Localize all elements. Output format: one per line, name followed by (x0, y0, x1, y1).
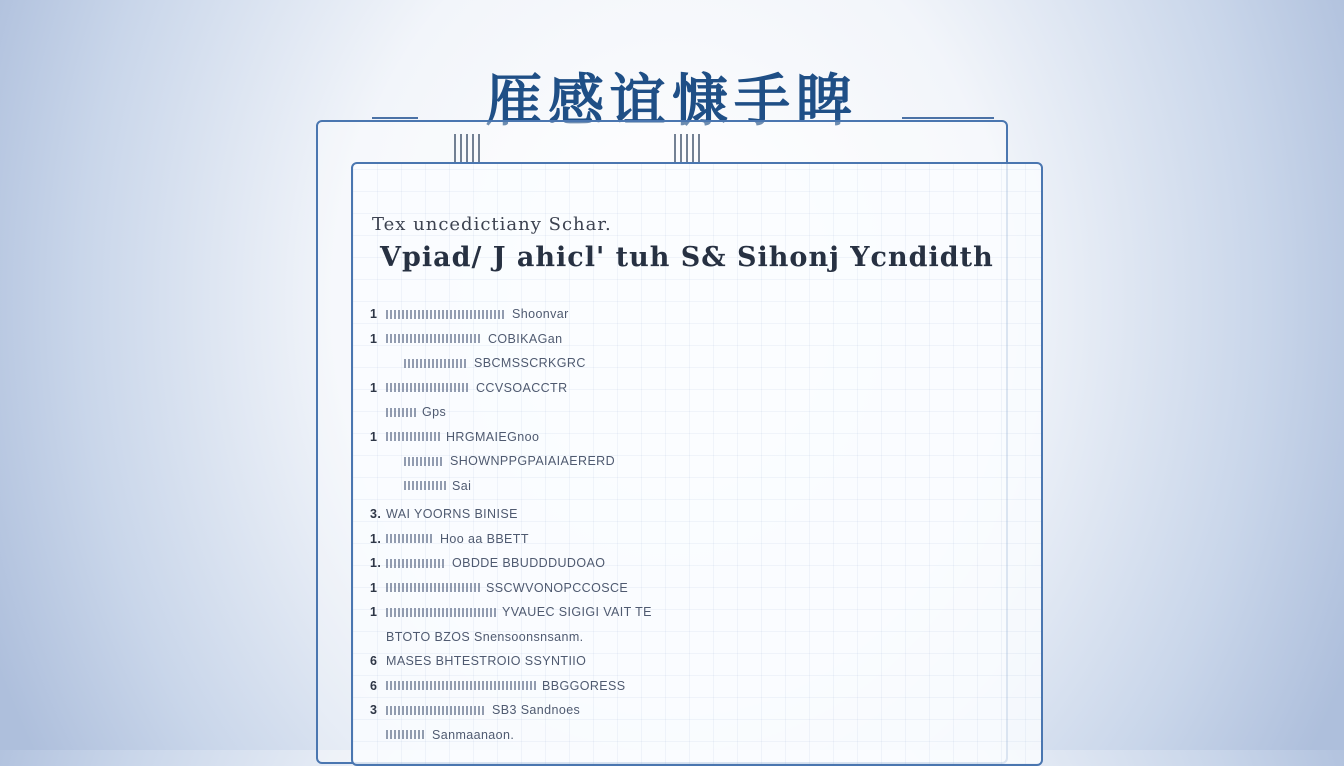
document-list (370, 302, 652, 747)
list-item-number: 1. (370, 531, 382, 546)
list-item-text: Sanmaanaon. (432, 727, 515, 742)
list-item (370, 502, 652, 527)
list-item-text: Hoo aa BBETT (440, 531, 529, 546)
binding-mark-right (674, 134, 704, 164)
list-item-number: 1 (370, 580, 378, 595)
list-item-number: 6 (370, 678, 378, 693)
list-item-text: HRGMAIEGnoo (446, 429, 540, 444)
list-item-text: CCVSOACCTR (476, 380, 568, 395)
list-item (370, 674, 652, 699)
smudged-text (404, 481, 446, 490)
smudged-text (386, 706, 486, 715)
binding-mark-left (454, 134, 484, 164)
list-item (370, 527, 652, 552)
document-subtitle: Tex uncedictiany Schar. (372, 214, 612, 235)
list-item-text: Sai (452, 478, 472, 493)
list-item-number: 1 (370, 380, 378, 395)
list-item (370, 302, 652, 327)
list-item (370, 474, 652, 499)
list-item-number: 1 (370, 307, 378, 321)
list-item-text: BBGGORESS (542, 678, 626, 693)
list-item-text: MASES BHTESTROIO SSYNTIIO (386, 654, 587, 668)
smudged-text (386, 730, 426, 739)
list-item-text: WAI YOORNS BINISE (386, 507, 518, 521)
smudged-text (404, 457, 444, 466)
smudged-text (386, 432, 440, 441)
smudged-text (386, 583, 480, 592)
list-item-number: 3 (370, 703, 378, 717)
list-item-text: BTOTO BZOS Snensoonsnsanm. (386, 629, 584, 644)
list-item (370, 576, 652, 601)
list-item (370, 425, 652, 450)
list-item-number: 3. (370, 507, 382, 521)
list-item-number: 1. (370, 556, 382, 570)
list-item-text: SB3 Sandnoes (492, 703, 581, 717)
smudged-text (386, 310, 506, 319)
list-item-number: 6 (370, 654, 378, 668)
smudged-text (386, 681, 536, 690)
list-item (370, 625, 652, 650)
list-item-text: Shoonvar (512, 307, 569, 321)
list-item-text: Gps (422, 405, 447, 419)
banner-title: 㕍感谊慷手睥 (486, 68, 858, 134)
smudged-text (386, 334, 482, 343)
banner-rule-right (902, 117, 994, 119)
list-item (370, 351, 652, 376)
smudged-text (386, 408, 416, 417)
list-item (370, 600, 652, 625)
banner-rule-left (372, 117, 418, 119)
list-item-text: SSCWVONOPCCOSCE (486, 580, 629, 595)
list-item (370, 449, 652, 474)
list-item-number: 1 (370, 331, 378, 346)
list-item-number: 1 (370, 605, 378, 619)
smudged-text (386, 534, 434, 543)
list-item-text: SBCMSSCRKGRC (474, 356, 586, 370)
list-item (370, 698, 652, 723)
smudged-text (386, 559, 446, 568)
list-item-text: SHOWNPPGPAIAIAERERD (450, 454, 616, 468)
list-item-text: YVAUEC SIGIGI VAIT TE (502, 605, 652, 619)
list-item (370, 327, 652, 352)
document-heading: Vpiad/ J ahicl' tuh S& Sihonj Ycndidth (380, 242, 994, 273)
list-item-text: OBDDE BBUDDDUDOAO (452, 556, 606, 570)
list-item (370, 649, 652, 674)
list-item (370, 723, 652, 748)
list-item-number: 1 (370, 429, 378, 444)
list-item (370, 376, 652, 401)
smudged-text (386, 608, 496, 617)
list-item (370, 400, 652, 425)
smudged-text (386, 383, 470, 392)
list-item (370, 551, 652, 576)
list-item-text: COBIKAGan (488, 331, 563, 346)
smudged-text (404, 359, 468, 368)
